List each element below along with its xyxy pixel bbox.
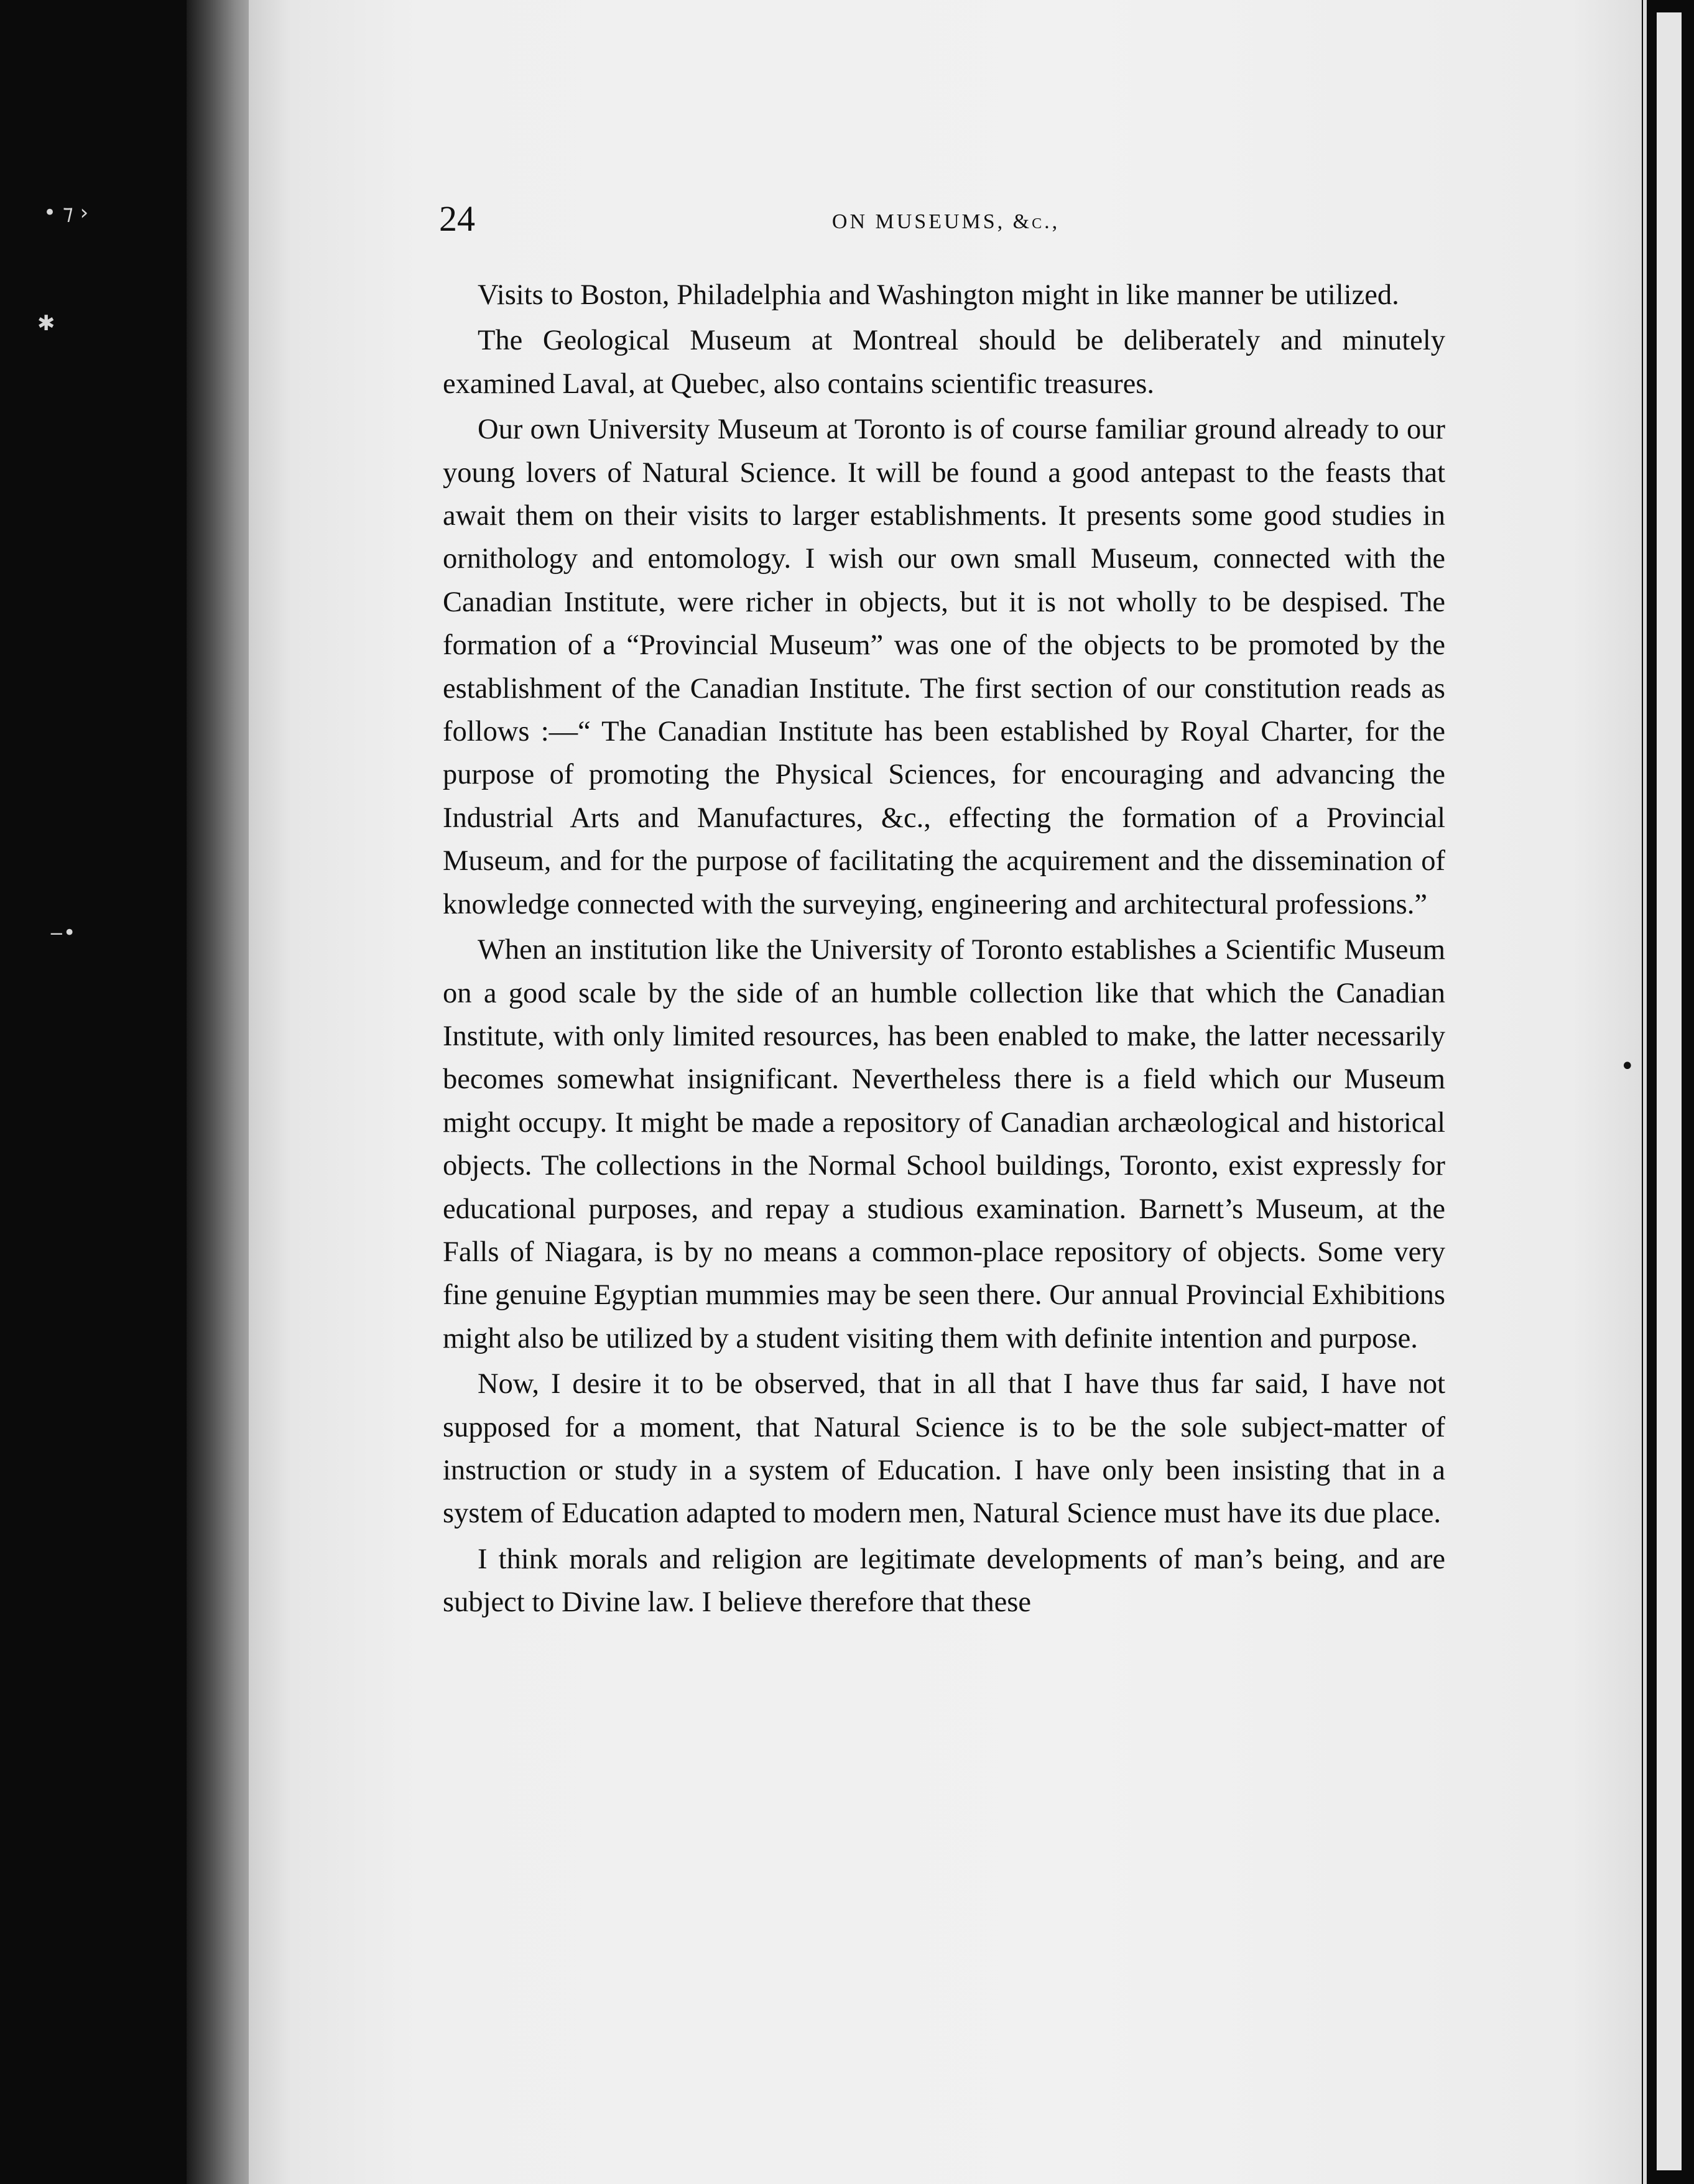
- paragraph: Now, I desire it to be observed, that in all that I have thus far said, I have not supposed for a moment, that Natural Science is to be the sole subject-matter of instruction or study in a system of Education. I have only been insisting that in a system of Education adapted to modern men, Natural Science must have its due place.: [443, 1368, 1445, 1530]
- page-header: [439, 198, 1453, 248]
- margin-speck: ‒•: [50, 920, 76, 945]
- paragraph: I think morals and religion are legitimate developments of man’s being, and are subject to Divine law. I believe therefore that these: [443, 1543, 1445, 1619]
- running-head: ON MUSEUMS, &c.,: [831, 210, 1060, 233]
- adjacent-page-sliver: [1657, 12, 1682, 2170]
- paragraph: Our own University Museum at Toronto is of course familiar ground already to our young lovers of Natural Science. It will be found a good antepast to the feasts that await them on their visits to larger establishments. It presents some good studies in ornithology and entomology. I wish our own small Museum, connected with the Canadian Institute, were richer in objects, but it is not wholly to be despised. The formation of a “Provincial Museum” was one of the objects to be promoted by the establishment of the Canadian Institute. The first section of our constitution reads as follows :—“ The Canadian Institute has been established by Royal Charter, for the purpose of promoting the Physical Sciences, for encouraging and advancing the Industrial Arts and Manufactures, &c., effecting the formation of a Provincial Museum, and for the purpose of facilitating the acquirement and the dissemination of knowledge connected with the surveying, engineering and architectural professions.”: [443, 414, 1445, 920]
- margin-speck: • ⁊ ›: [44, 200, 89, 225]
- margin-ink-mark: •: [1620, 1052, 1635, 1081]
- body-text: [443, 274, 1445, 1627]
- paragraph: When an institution like the University of Toronto establishes a Scientific Museum on a good scale by the side of an humble collection like that which the Canadian Institute, with only limited resources, has been enabled to make, the latter necessarily becomes somewhat insignificant. Nevertheless there is a field which our Museum might occupy. It might be made a repository of Canadian archæological and historical objects. The collections in the Normal School buildings, Toronto, exist expressly for educational purposes, and repay a studious examination. Barnett’s Museum, at the Falls of Niagara, is by no means a common-place repository of objects. Some very fine genuine Egyptian mummies may be seen there. Our annual Provincial Exhibitions might also be utilized by a student visiting them with definite intention and purpose.: [443, 934, 1445, 1354]
- paragraph: Visits to Boston, Philadelphia and Washington might in like manner be utilized.: [478, 279, 1399, 311]
- page-number: 24: [439, 198, 475, 239]
- margin-speck: ✱: [37, 311, 55, 336]
- paragraph: The Geological Museum at Montreal should be deliberately and minutely examined Laval, at Quebec, also contains scientific treasures.: [443, 325, 1445, 400]
